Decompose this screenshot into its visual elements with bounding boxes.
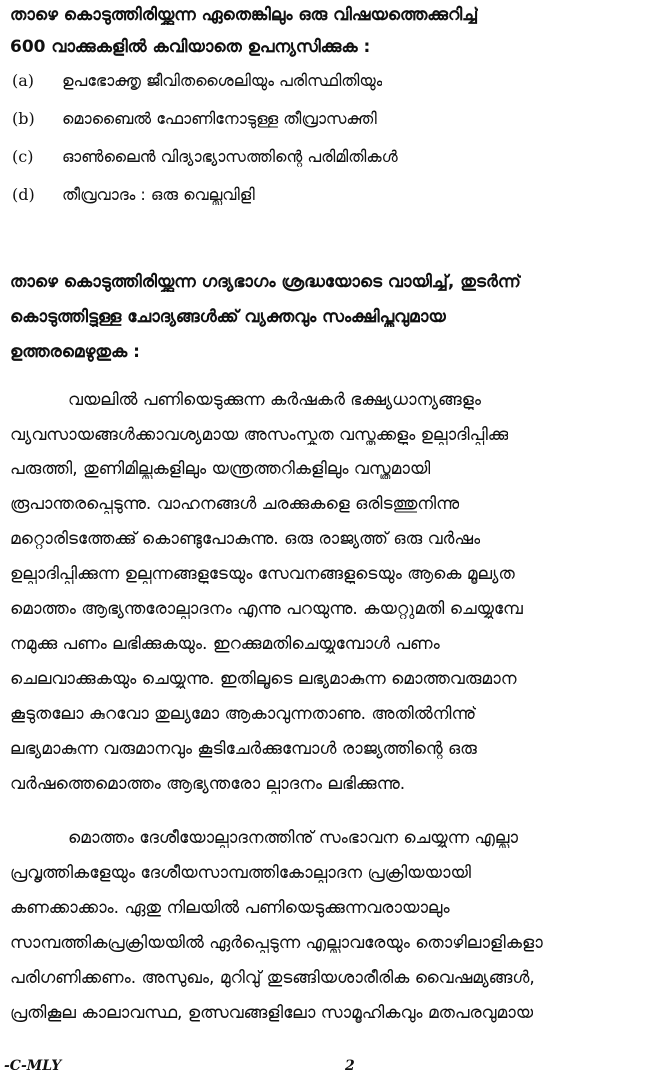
passage-line: മൊത്തം ആഭ്യന്തരോല്പാദനം എന്നു പറയുന്നു. കയറ്റുമതി ചെയ്യുമ്പേ	[10, 599, 523, 619]
passage-line: മറ്റൊരിടത്തേക്കു് കൊണ്ടുപോകുന്നു. ഒരു രാജ്യത്ത് ഒരു വർഷം	[10, 529, 481, 549]
passage-line: മൊത്തം ദേശീയോല്പാദനത്തിനു് സംഭാവന ചെയ്യുന്ന എല്ലാ	[68, 828, 518, 848]
passage-line: നമുക്കു പണം ലഭിക്കുകയും. ഇറക്കുമതിചെയ്യുമ്പോൾ പണം	[10, 634, 440, 654]
essay-option-d	[12, 185, 255, 205]
essay-option-b	[12, 109, 377, 129]
passage-line: പ്രതികൂല കാലാവസ്ഥ, ഉത്സവങ്ങളിലോ സാമൂഹികവും മതപരവുമായ	[10, 1003, 534, 1023]
passage-line: പരിഗണിക്കണം. അസുഖം, മുറിവു് തുടങ്ങിയശാരീരിക വൈഷമ്യങ്ങൾ,	[10, 968, 535, 988]
essay-option-c	[12, 147, 398, 167]
passage-line: പ്രവൃത്തികളേയും ദേശീയസാമ്പത്തികോല്പാദന പ്രക്രിയയായി	[10, 863, 471, 883]
option-text: തീവ്രവാദം : ഒരു വെല്ലുവിളി	[62, 185, 255, 204]
passage-line: സാമ്പത്തികപ്രക്രിയയിൽ ഏർപ്പെടുന്ന എല്ലാവരേയും തൊഴിലാളികളാ	[10, 933, 543, 953]
option-text: ഉപഭോക്തൃ ജീവിതശൈലിയും പരിസ്ഥിതിയും	[62, 71, 383, 90]
passage-line: വ്യവസായങ്ങൾക്കാവശ്യമായ അസംസ്കൃത വസ്തുക്കളും ഉല്പാദിപ്പിക്കു	[10, 425, 509, 445]
passage-line: വർഷത്തെമൊത്തം ആഭ്യന്തരോ ല്പാദനം ലഭിക്കുന്നു.	[10, 774, 406, 794]
passage-line: കണക്കാക്കാം. ഏതു നിലയിൽ പണിയെടുക്കുന്നവരായാലും	[10, 898, 450, 918]
option-label: (d)	[12, 185, 35, 204]
option-text: മൊബൈൽ ഫോണിനോടുള്ള തീവ്രാസക്തി	[62, 109, 377, 128]
passage-line: കൂടുതലോ കുറവോ തുല്യമോ ആകാവുന്നതാണു. അതിൽനിന്നു്	[10, 704, 477, 724]
passage-line: ലഭ്യമാകുന്ന വരുമാനവും കൂടിചേർക്കുമ്പോൾ രാജ്യത്തിന്റെ ഒരു	[10, 739, 477, 759]
passage-line: ഉല്പാദിപ്പിക്കുന്ന ഉല്പന്നങ്ങളുടേയും സേവനങ്ങളുടെയും ആകെ മൂല്യത	[10, 564, 515, 584]
footer-code: -C-MLY	[4, 1058, 62, 1074]
option-text: ഓൺലൈൻ വിദ്യാഭ്യാസത്തിന്റെ പരിമിതികൾ	[62, 147, 398, 166]
option-label: (a)	[12, 71, 35, 90]
option-label: (b)	[12, 109, 35, 128]
passage-line: ചെലവാക്കുകയും ചെയ്യുന്നു. ഇതിലൂടെ ലഭ്യമാകുന്ന മൊത്തവരുമാന	[10, 669, 517, 689]
passage-line: പരുത്തി, തുണിമില്ലുകളിലും യന്ത്രത്തറികളിലും വസ്ത്രമായി	[10, 459, 431, 479]
passage-line: വയലിൽ പണിയെടുക്കുന്ന കർഷകർ ഭക്ഷ്യധാന്യങ്ങളും	[68, 390, 481, 410]
comprehension-heading-line-1: താഴെ കൊടുത്തിരിയ്ക്കുന്ന ഗദ്യഭാഗം ശ്രദ്ധയോടെ വായിച്ച്, തുടർന്ന്	[10, 272, 521, 292]
essay-heading-line-1: താഴെ കൊടുത്തിരിയ്ക്കുന്ന ഏതെങ്കിലും ഒരു വിഷയത്തെക്കുറിച്ച്	[10, 5, 479, 25]
comprehension-heading-line-2: കൊടുത്തിട്ടുള്ള ചോദ്യങ്ങൾക്ക് വ്യക്തവും സംക്ഷിപ്തവുമായ	[10, 307, 446, 327]
page-number: 2	[345, 1058, 355, 1074]
essay-option-a	[12, 71, 382, 91]
essay-heading-line-2: 600 വാക്കുകളിൽ കവിയാതെ ഉപന്യസിക്കുക :	[10, 37, 371, 57]
comprehension-heading-line-3: ഉത്തരമെഴുതുക :	[10, 342, 140, 362]
passage-line: രൂപാന്തരപ്പെടുന്നു. വാഹനങ്ങൾ ചരക്കുകളെ ഒരിടത്തുനിന്നു	[10, 494, 460, 514]
option-label: (c)	[12, 147, 34, 166]
